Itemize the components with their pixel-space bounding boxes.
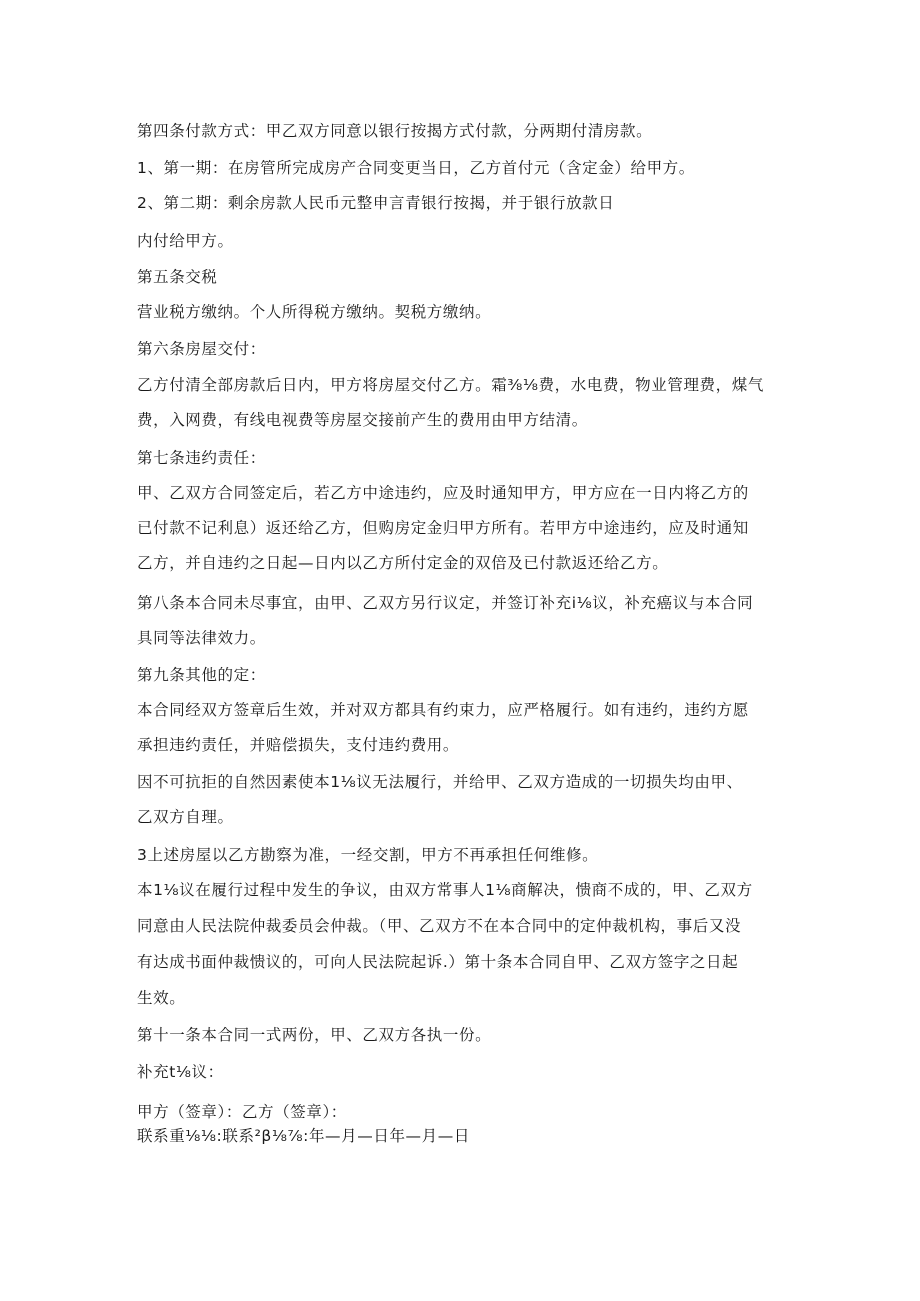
contact-date-line: 联系重⅛⅛:联系²β⅛⅞:年—月—日年—月—日 (137, 1127, 470, 1145)
article-9-heading: 第九条其他的定： (137, 666, 266, 684)
article-5-body: 营业税方缴纳。个人所得税方缴纳。契税方缴纳。 (137, 303, 492, 321)
supplement-heading: 补充t⅛议： (137, 1063, 224, 1081)
signature-line: 甲方（签章）：乙方（签章）： (137, 1103, 347, 1121)
payment-phase-2-cont: 内付给甲方。 (137, 232, 234, 250)
article-7-heading: 第七条违约责任： (137, 449, 266, 467)
inspection-clause: 3上述房屋以乙方勘察为准，一经交割，甲方不再承担任何维修。 (137, 846, 599, 864)
dispute-clause: 本1⅛议在履行过程中发生的争议，由双方常事人1⅛商解决，愦商不成的，甲、乙双方 同意由人民法院仲裁委员会仲裁。（甲、乙双方不在本合同中的定仲裁机构，事后又没 有达成书面仲裁愦议的，可向人民法院起诉.）第十条本合同自甲、乙双方签字之日起 生效。 (137, 881, 753, 1007)
article-4-payment: 第四条付款方式：甲乙双方同意以银行按揭方式付款，分两期付清房款。 (137, 122, 653, 140)
force-majeure-clause: 因不可抗拒的自然因素使本1⅛议无法履行，并给甲、乙双方造成的一切损失均由甲、 乙双方自理。 (137, 773, 743, 826)
article-11: 第十一条本合同一式两份，甲、乙双方各执一份。 (137, 1026, 492, 1044)
article-8: 第八条本合同未尽事宜，由甲、乙双方另行议定，并签订补充i⅛议，补充癌议与本合同 具同等法律效力。 (137, 594, 754, 647)
article-6-body: 乙方付清全部房款后日内，甲方将房屋交付乙方。霜⅜⅛费，水电费，物业管理费，煤气 费，入网费，有线电视费等房屋交接前产生的费用由甲方结清。 (137, 376, 764, 429)
article-7-body: 甲、乙双方合同签定后，若乙方中途违约，应及时通知甲方，甲方应在一日内将乙方的 已付款不记利息）返还给乙方，但购房定金归甲方所有。若甲方中途违约，应及时通知 乙方，并自违约之日起—日内以乙方所付定金的双倍及已付款返还给乙方。 (137, 484, 749, 572)
article-9-body: 本合同经双方签章后生效，并对双方都具有约束力，应严格履行。如有违约，违约方愿 承担违约责任，并赔偿损失，支付违约费用。 (137, 701, 749, 754)
payment-phase-2: 2、第二期：剩余房款人民币元整申言青银行按揭，并于银行放款日 (137, 194, 615, 212)
article-6-heading: 第六条房屋交付： (137, 340, 266, 358)
payment-phase-1: 1、第一期：在房管所完成房产合同变更当日，乙方首付元（含定金）给甲方。 (137, 159, 695, 177)
article-5-heading: 第五条交税 (137, 268, 218, 286)
